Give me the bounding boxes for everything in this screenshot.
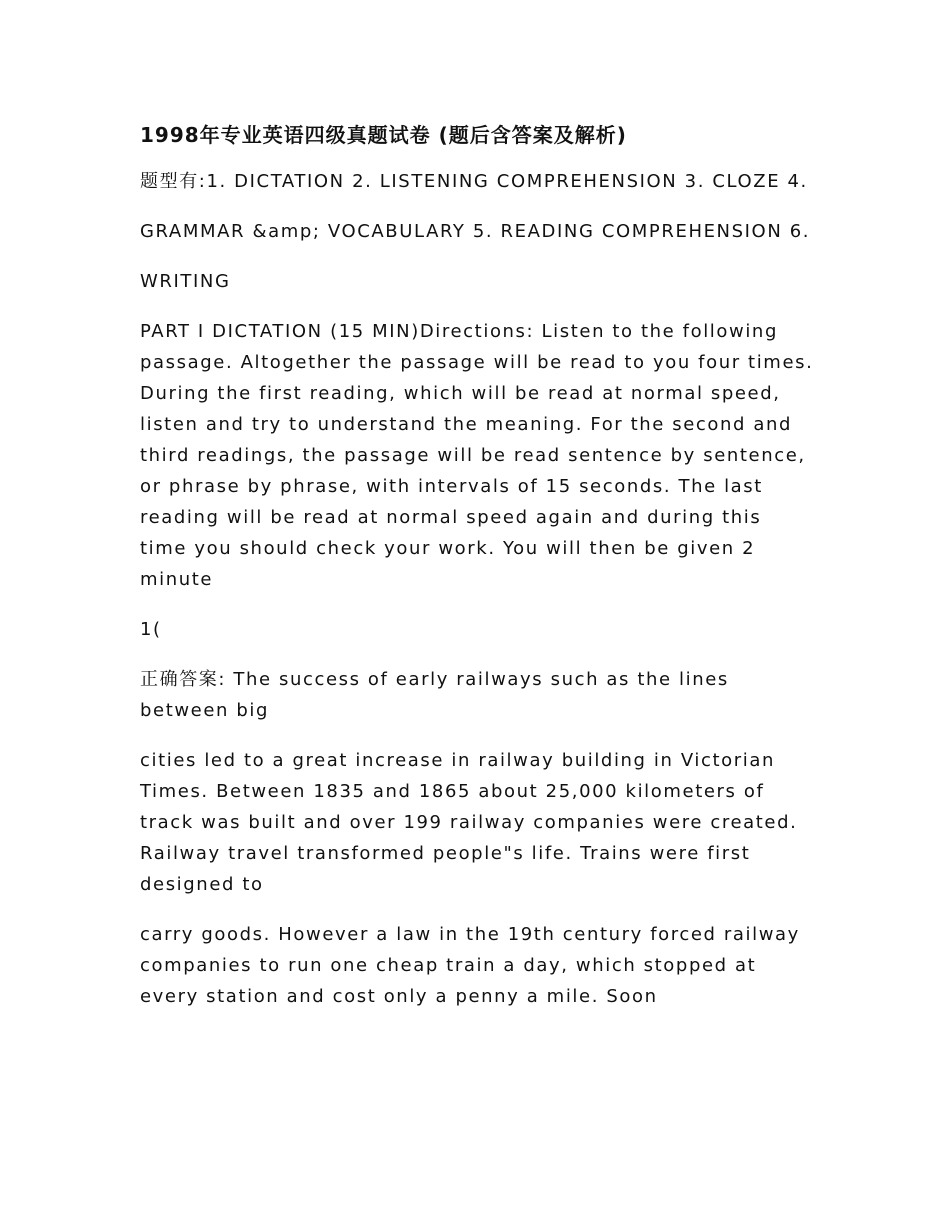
question-number: 1( — [140, 619, 162, 640]
answer-paragraph-2: cities led to a great increase in railway building in Victorian Times. Between 1835 and 1865 about 25,000 kilometers of track was built and over 199 railway companies were created. Railway travel transformed people"s life. Trains were first designed to — [140, 750, 798, 895]
answer-paragraph-1: 正确答案: The success of early railways such as the lines between big — [140, 669, 729, 721]
document-page — [140, 118, 815, 1031]
question-types-line-1: 题型有:1. DICTATION 2. LISTENING COMPREHENSION 3. CLOZE 4. — [140, 171, 808, 192]
dictation-directions: PART I DICTATION (15 MIN)Directions: Listen to the following passage. Altogether the passage will be read to you four times. During the first reading, which will be read at normal speed, listen and try to understand the meaning. For the second and third readings, the passage will be read sentence by sentence, or phrase by phrase, with intervals of 15 seconds. The last reading will be read at normal speed again and during this time you should check your work. You will then be given 2 minute — [140, 321, 814, 590]
question-types-line-3: WRITING — [140, 271, 231, 292]
question-types-line-2: GRAMMAR &amp; VOCABULARY 5. READING COMPREHENSION 6. — [140, 221, 811, 242]
document-title: 1998年专业英语四级真题试卷 (题后含答案及解析) — [140, 123, 627, 147]
answer-paragraph-3: carry goods. However a law in the 19th century forced railway companies to run one cheap train a day, which stopped at every station and cost only a penny a mile. Soon — [140, 924, 800, 1007]
